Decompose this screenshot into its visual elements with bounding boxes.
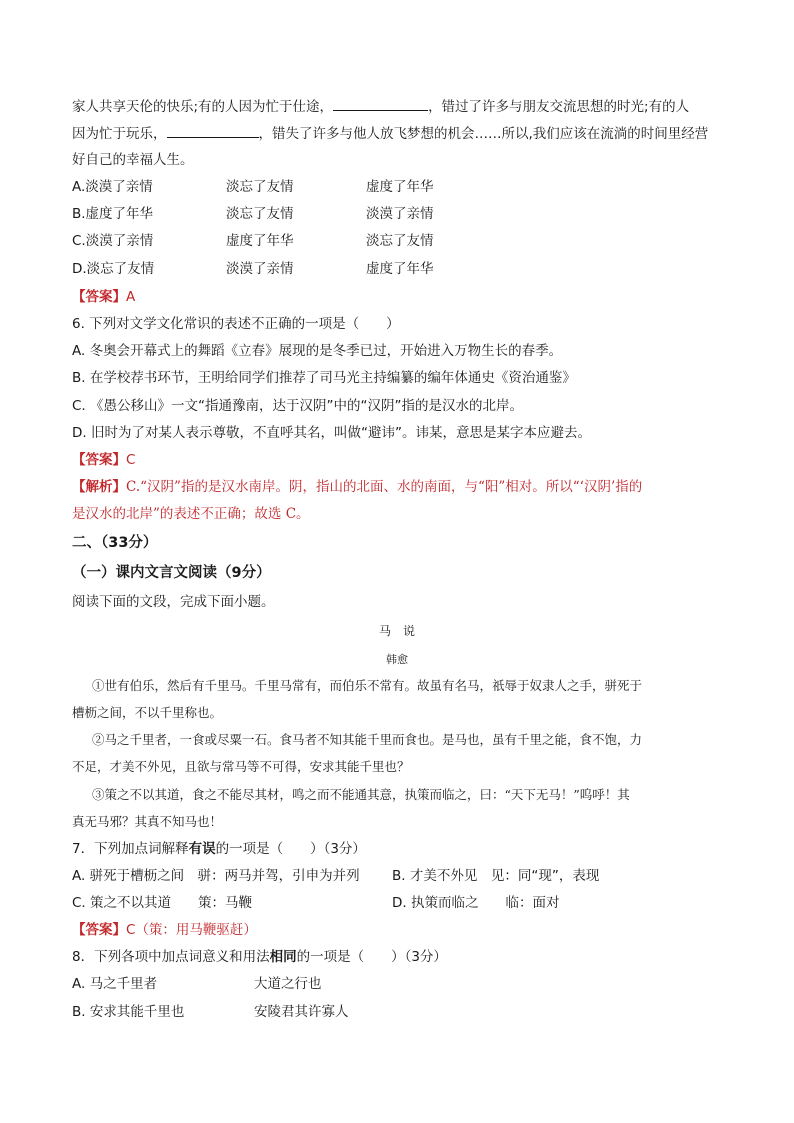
q5-option-c-col3: 淡忘了友情 bbox=[366, 233, 434, 249]
q8-option-b-left: B. 安求其能千里也 bbox=[72, 1004, 185, 1020]
q5-option-a: A.淡漠了亲情 bbox=[72, 179, 153, 195]
q5-option-c: C.淡漠了亲情 bbox=[72, 233, 154, 249]
intro-text: ，错过了许多与朋友交流思想的时光;有的人 bbox=[428, 99, 690, 115]
passage-p2-line-1: ②马之千里者，一食或尽粟一石。食马者不知其能千里而食也。是马也，虽有千里之能，食不饱，力 bbox=[92, 732, 643, 747]
q6-option-a: A. 冬奥会开幕式上的舞蹈《立春》展现的是冬季已过，开始进入万物生长的春季。 bbox=[72, 343, 563, 359]
reading-instruction: 阅读下面的文段，完成下面小题。 bbox=[72, 594, 275, 610]
analysis-tag: 【解析】 bbox=[72, 479, 126, 495]
q6-option-c: C. 《愚公移山》一文“指通豫南，达于汉阴”中的“汉阴”指的是汉水的北岸。 bbox=[72, 398, 523, 414]
passage-p3-line-2: 真无马邪？其真不知马也！ bbox=[72, 814, 223, 829]
answer-value: C（策：用马鞭驱赶） bbox=[126, 922, 257, 938]
stem-text: 7．下列加点词解释 bbox=[72, 841, 189, 857]
intro-text: ，错失了许多与他人放飞梦想的机会……所以,我们应该在流淌的时间里经营 bbox=[258, 126, 709, 142]
q6-option-d: D. 旧时为了对某人表示尊敬，不直呼其名，叫做“避讳”。讳某，意思是某字本应避去。 bbox=[72, 425, 591, 441]
q8-option-b-right: 安陵君其许寡人 bbox=[254, 1004, 349, 1020]
q7-option-a: A. 骈死于槽枥之间 骈：两马并驾，引申为并列 bbox=[72, 868, 360, 884]
passage-p2-line-2: 不足，才美不外见，且欲与常马等不可得，安求其能千里也？ bbox=[72, 759, 410, 774]
answer-tag: 【答案】 bbox=[72, 289, 126, 305]
fill-blank bbox=[333, 96, 428, 111]
q5-option-a-col3: 虚度了年华 bbox=[366, 179, 434, 195]
stem-text: 8．下列各项中加点词意义和用法 bbox=[72, 949, 270, 965]
passage-author: 韩愈 bbox=[386, 653, 408, 666]
q7-stem bbox=[72, 839, 366, 859]
q8-option-a-right: 大道之行也 bbox=[254, 976, 322, 992]
q5-option-b-col2: 淡忘了友情 bbox=[226, 206, 294, 222]
intro-text: 因为忙于玩乐， bbox=[72, 126, 167, 142]
q5-option-b: B.虚度了年华 bbox=[72, 206, 154, 222]
q5-option-d-col3: 虚度了年华 bbox=[366, 261, 434, 277]
q6-analysis-line-1 bbox=[72, 477, 642, 497]
q7-option-d: D. 执策而临之 临：面对 bbox=[392, 895, 560, 911]
stem-text: 的一项是（ ）（3分） bbox=[215, 841, 366, 857]
q5-option-b-col3: 淡漠了亲情 bbox=[366, 206, 434, 222]
q7-answer bbox=[72, 920, 257, 940]
q7-option-b: B. 才美不外见 见：同“现”，表现 bbox=[392, 868, 600, 884]
q7-option-c: C. 策之不以其道 策：马鞭 bbox=[72, 895, 253, 911]
section-title: 二、（33分） bbox=[72, 535, 158, 551]
q5-option-a-col2: 淡忘了友情 bbox=[226, 179, 294, 195]
answer-value: C bbox=[126, 452, 136, 468]
q6-stem: 6. 下列对文学文化常识的表述不正确的一项是（ ） bbox=[72, 316, 400, 332]
subsection-title: （一）课内文言文阅读（9分） bbox=[72, 565, 271, 581]
passage-p1-line-1: ①世有伯乐，然后有千里马。千里马常有，而伯乐不常有。故虽有名马，祇辱于奴隶人之手，骈死于 bbox=[92, 678, 643, 693]
fill-blank bbox=[167, 123, 259, 138]
q6-answer bbox=[72, 450, 135, 470]
intro-line-3: 好自己的幸福人生。 bbox=[72, 152, 194, 168]
analysis-text: C.“汉阴”指的是汉水南岸。阴，指山的北面、水的南面，与“阳”相对。所以“‘汉阴’指的 bbox=[126, 479, 643, 495]
intro-line-2 bbox=[72, 123, 708, 144]
stem-emphasis: 相同 bbox=[269, 949, 297, 965]
q5-answer bbox=[72, 287, 135, 307]
passage-title: 马 说 bbox=[378, 624, 415, 638]
intro-text: 家人共享天伦的快乐;有的人因为忙于仕途， bbox=[72, 99, 334, 115]
answer-value: A bbox=[126, 289, 136, 305]
q6-option-b: B. 在学校荐书环节，王明给同学们推荐了司马光主持编纂的编年体通史《资治通鉴》 bbox=[72, 370, 576, 386]
answer-tag: 【答案】 bbox=[72, 452, 126, 468]
stem-emphasis: 有误 bbox=[188, 841, 216, 857]
q6-analysis-line-2: 是汉水的北岸”的表述不正确；故选 C。 bbox=[72, 506, 310, 522]
intro-line-1 bbox=[72, 96, 689, 117]
q5-option-c-col2: 虚度了年华 bbox=[226, 233, 294, 249]
passage-p3-line-1: ③策之不以其道，食之不能尽其材，鸣之而不能通其意，执策而临之，曰：“天下无马！”呜呼！其 bbox=[92, 787, 630, 802]
passage-p1-line-2: 槽枥之间，不以千里称也。 bbox=[72, 705, 223, 720]
stem-text: 的一项是（ ）（3分） bbox=[296, 949, 447, 965]
q8-stem bbox=[72, 947, 447, 967]
q5-option-d-col2: 淡漠了亲情 bbox=[226, 261, 294, 277]
answer-tag: 【答案】 bbox=[72, 922, 126, 938]
q5-option-d: D.淡忘了友情 bbox=[72, 261, 155, 277]
q8-option-a-left: A. 马之千里者 bbox=[72, 976, 158, 992]
